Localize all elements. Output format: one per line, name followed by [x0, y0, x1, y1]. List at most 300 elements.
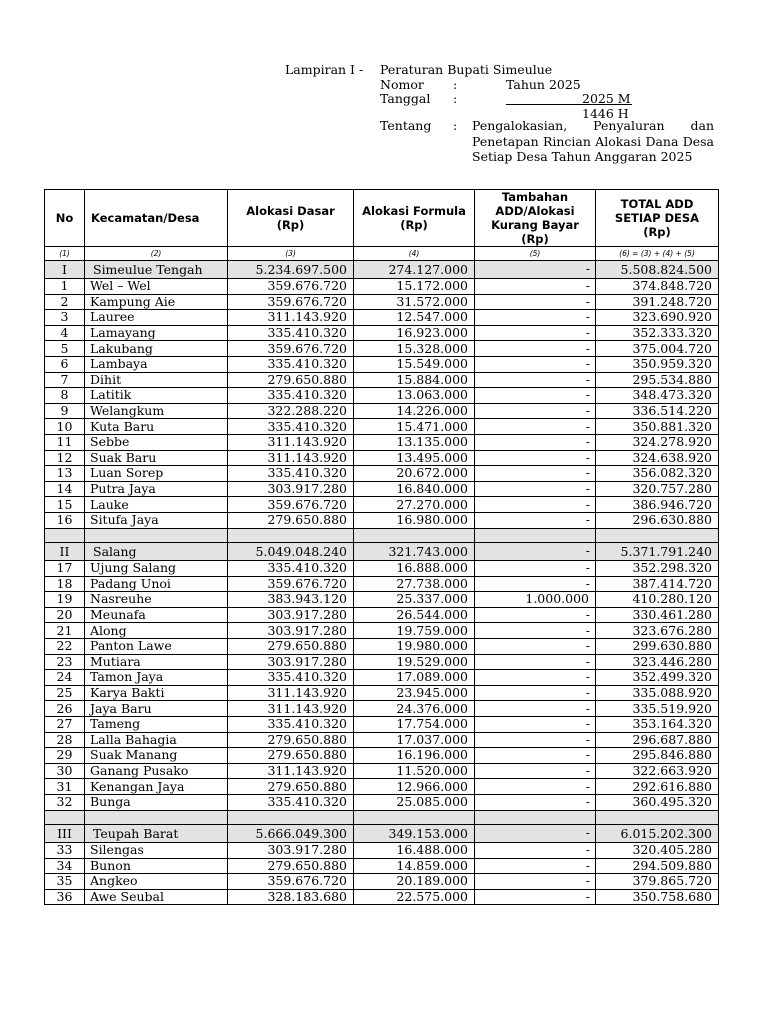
alokasi-dasar-cell: 359.676.720	[228, 294, 354, 310]
index-cell: (3)	[228, 247, 354, 261]
row-name: Jaya Baru	[85, 701, 228, 717]
total-cell: 294.509.880	[596, 858, 719, 874]
alokasi-dasar-cell: 279.650.880	[228, 512, 354, 528]
row-name: Teupah Barat	[85, 825, 228, 843]
row-number: II	[45, 543, 85, 561]
tentang-label: Tentang	[380, 118, 432, 133]
total-cell: 322.663.920	[596, 763, 719, 779]
alokasi-dasar-cell: 359.676.720	[228, 341, 354, 357]
row-number: 33	[45, 843, 85, 859]
index-cell: (1)	[45, 247, 85, 261]
tambahan-cell: -	[475, 889, 596, 905]
alokasi-formula-cell: 17.037.000	[354, 732, 475, 748]
row-number: 28	[45, 732, 85, 748]
alokasi-dasar-cell: 279.650.880	[228, 748, 354, 764]
alokasi-formula-cell: 20.189.000	[354, 874, 475, 890]
row-number: 34	[45, 858, 85, 874]
alokasi-formula-cell: 26.544.000	[354, 607, 475, 623]
tambahan-cell: -	[475, 341, 596, 357]
row-name: Tamon Jaya	[85, 670, 228, 686]
tambahan-cell: -	[475, 794, 596, 810]
tanggal-value: 2025 M	[582, 91, 631, 106]
total-cell: 324.638.920	[596, 450, 719, 466]
desa-row	[45, 388, 719, 404]
tambahan-cell: -	[475, 279, 596, 295]
total-cell: 5.508.824.500	[596, 261, 719, 279]
row-number: 22	[45, 638, 85, 654]
total-cell: 296.687.880	[596, 732, 719, 748]
tambahan-cell: -	[475, 543, 596, 561]
alokasi-formula-cell: 17.089.000	[354, 670, 475, 686]
row-name: Latitik	[85, 388, 228, 404]
desa-row	[45, 794, 719, 810]
alokasi-dasar-cell: 335.410.320	[228, 356, 354, 372]
desa-row	[45, 748, 719, 764]
row-name: Awe Seubal	[85, 889, 228, 905]
total-cell: 391.248.720	[596, 294, 719, 310]
alokasi-formula-cell: 19.980.000	[354, 638, 475, 654]
total-cell: 335.519.920	[596, 701, 719, 717]
spacer-cell	[85, 528, 228, 543]
tambahan-cell: -	[475, 670, 596, 686]
alokasi-formula-cell: 274.127.000	[354, 261, 475, 279]
row-number: 7	[45, 372, 85, 388]
row-name: Tameng	[85, 716, 228, 732]
row-name: Bunga	[85, 794, 228, 810]
alokasi-dasar-cell: 335.410.320	[228, 794, 354, 810]
row-name: Silengas	[85, 843, 228, 859]
row-number: 8	[45, 388, 85, 404]
alokasi-dasar-cell: 303.917.280	[228, 607, 354, 623]
alokasi-dasar-cell: 359.676.720	[228, 497, 354, 513]
spacer-cell	[228, 810, 354, 825]
alokasi-dasar-cell: 322.288.220	[228, 403, 354, 419]
total-cell: 6.015.202.300	[596, 825, 719, 843]
alokasi-dasar-cell: 279.650.880	[228, 372, 354, 388]
row-name: Lalla Bahagia	[85, 732, 228, 748]
tambahan-cell: -	[475, 825, 596, 843]
row-name: Along	[85, 623, 228, 639]
row-name: Ujung Salang	[85, 561, 228, 577]
row-name: Lamayang	[85, 325, 228, 341]
row-number: 18	[45, 576, 85, 592]
alokasi-dasar-cell: 5.234.697.500	[228, 261, 354, 279]
total-cell: 386.946.720	[596, 497, 719, 513]
row-name: Bunon	[85, 858, 228, 874]
alokasi-formula-cell: 15.884.000	[354, 372, 475, 388]
desa-row	[45, 561, 719, 577]
tambahan-cell: -	[475, 261, 596, 279]
row-number: 13	[45, 466, 85, 482]
desa-row	[45, 858, 719, 874]
total-cell: 379.865.720	[596, 874, 719, 890]
desa-row	[45, 843, 719, 859]
desa-row	[45, 356, 719, 372]
tambahan-cell: -	[475, 388, 596, 404]
row-number: 17	[45, 561, 85, 577]
tambahan-cell: -	[475, 623, 596, 639]
alokasi-dasar-cell: 359.676.720	[228, 279, 354, 295]
tambahan-cell: -	[475, 434, 596, 450]
alokasi-formula-cell: 15.549.000	[354, 356, 475, 372]
tambahan-cell: -	[475, 372, 596, 388]
peraturan-title: Peraturan Bupati Simeulue	[380, 62, 553, 77]
alokasi-dasar-cell: 303.917.280	[228, 843, 354, 859]
total-cell: 295.846.880	[596, 748, 719, 764]
kecamatan-row	[45, 825, 719, 843]
tambahan-cell: -	[475, 858, 596, 874]
alokasi-dasar-cell: 279.650.880	[228, 779, 354, 795]
alokasi-formula-cell: 24.376.000	[354, 701, 475, 717]
row-number: 15	[45, 497, 85, 513]
tambahan-cell: -	[475, 607, 596, 623]
row-name: Salang	[85, 543, 228, 561]
desa-row	[45, 325, 719, 341]
alokasi-formula-cell: 321.743.000	[354, 543, 475, 561]
total-cell: 352.499.320	[596, 670, 719, 686]
tambahan-cell: -	[475, 874, 596, 890]
total-cell: 335.088.920	[596, 685, 719, 701]
desa-row	[45, 497, 719, 513]
desa-row	[45, 732, 719, 748]
total-cell: 323.446.280	[596, 654, 719, 670]
alokasi-dasar-cell: 335.410.320	[228, 670, 354, 686]
column-index-row	[45, 247, 719, 261]
desa-row	[45, 512, 719, 528]
row-number: 4	[45, 325, 85, 341]
row-number: 14	[45, 481, 85, 497]
alokasi-formula-cell: 16.923.000	[354, 325, 475, 341]
row-number: 27	[45, 716, 85, 732]
total-cell: 374.848.720	[596, 279, 719, 295]
row-name: Panton Lawe	[85, 638, 228, 654]
row-name: Luan Sorep	[85, 466, 228, 482]
spacer-cell	[85, 810, 228, 825]
row-name: Lambaya	[85, 356, 228, 372]
header-no: No	[45, 190, 85, 247]
table-header-row	[45, 190, 719, 247]
row-number: 3	[45, 310, 85, 326]
alokasi-dasar-cell: 303.917.280	[228, 654, 354, 670]
alokasi-formula-cell: 13.495.000	[354, 450, 475, 466]
tentang-value: Pengalokasian, Penyaluran dan Penetapan Rincian Alokasi Dana Desa Setiap Desa Tahun Anggaran 2025	[472, 118, 714, 164]
total-cell: 410.280.120	[596, 592, 719, 608]
header-tambahan-add: Tambahan ADD/Alokasi Kurang Bayar (Rp)	[475, 190, 596, 247]
row-number: 25	[45, 685, 85, 701]
row-name: Lauree	[85, 310, 228, 326]
row-name: Suak Baru	[85, 450, 228, 466]
total-cell: 360.495.320	[596, 794, 719, 810]
alokasi-formula-cell: 20.672.000	[354, 466, 475, 482]
row-name: Welangkum	[85, 403, 228, 419]
row-name: Angkeo	[85, 874, 228, 890]
alokasi-formula-cell: 12.547.000	[354, 310, 475, 326]
desa-row	[45, 419, 719, 435]
row-number: 35	[45, 874, 85, 890]
total-cell: 375.004.720	[596, 341, 719, 357]
row-name: Putra Jaya	[85, 481, 228, 497]
desa-row	[45, 607, 719, 623]
alokasi-dasar-cell: 383.943.120	[228, 592, 354, 608]
alokasi-formula-cell: 15.471.000	[354, 419, 475, 435]
row-number: 36	[45, 889, 85, 905]
alokasi-formula-cell: 19.529.000	[354, 654, 475, 670]
total-cell: 352.298.320	[596, 561, 719, 577]
table-body	[45, 261, 719, 905]
alokasi-dasar-cell: 335.410.320	[228, 419, 354, 435]
total-cell: 387.414.720	[596, 576, 719, 592]
row-number: 2	[45, 294, 85, 310]
alokasi-dasar-cell: 359.676.720	[228, 874, 354, 890]
spacer-cell	[596, 528, 719, 543]
spacer-cell	[354, 528, 475, 543]
desa-row	[45, 716, 719, 732]
tambahan-cell: -	[475, 654, 596, 670]
alokasi-dasar-cell: 311.143.920	[228, 685, 354, 701]
row-name: Dihit	[85, 372, 228, 388]
spacer-cell	[45, 528, 85, 543]
desa-row	[45, 592, 719, 608]
row-number: 23	[45, 654, 85, 670]
tambahan-cell: -	[475, 310, 596, 326]
desa-row	[45, 481, 719, 497]
row-number: 32	[45, 794, 85, 810]
alokasi-formula-cell: 15.328.000	[354, 341, 475, 357]
total-cell: 323.676.280	[596, 623, 719, 639]
total-cell: 323.690.920	[596, 310, 719, 326]
alokasi-dasar-cell: 279.650.880	[228, 732, 354, 748]
row-number: 24	[45, 670, 85, 686]
lampiran-label: Lampiran I -	[285, 62, 364, 77]
alokasi-formula-cell: 16.488.000	[354, 843, 475, 859]
total-cell: 353.164.320	[596, 716, 719, 732]
row-name: Wel – Wel	[85, 279, 228, 295]
spacer-cell	[475, 810, 596, 825]
total-cell: 350.881.320	[596, 419, 719, 435]
alokasi-dasar-cell: 311.143.920	[228, 763, 354, 779]
tambahan-cell: -	[475, 419, 596, 435]
row-name: Mutiara	[85, 654, 228, 670]
kecamatan-row	[45, 543, 719, 561]
total-cell: 356.082.320	[596, 466, 719, 482]
total-cell: 5.371.791.240	[596, 543, 719, 561]
total-cell: 336.514.220	[596, 403, 719, 419]
alokasi-dasar-cell: 5.049.048.240	[228, 543, 354, 561]
row-name: Situfa Jaya	[85, 512, 228, 528]
alokasi-dasar-cell: 311.143.920	[228, 701, 354, 717]
alokasi-formula-cell: 349.153.000	[354, 825, 475, 843]
tambahan-cell: -	[475, 294, 596, 310]
index-cell: (2)	[85, 247, 228, 261]
alokasi-dasar-cell: 303.917.280	[228, 623, 354, 639]
total-cell: 296.630.880	[596, 512, 719, 528]
desa-row	[45, 763, 719, 779]
alokasi-dasar-cell: 311.143.920	[228, 310, 354, 326]
spacer-cell	[354, 810, 475, 825]
tambahan-cell: -	[475, 716, 596, 732]
total-cell: 348.473.320	[596, 388, 719, 404]
row-number: 21	[45, 623, 85, 639]
row-name: Lakubang	[85, 341, 228, 357]
tambahan-cell: -	[475, 732, 596, 748]
tanggal-underline	[506, 104, 632, 105]
tambahan-cell: -	[475, 685, 596, 701]
alokasi-dasar-cell: 335.410.320	[228, 466, 354, 482]
alokasi-dasar-cell: 279.650.880	[228, 858, 354, 874]
tambahan-cell: -	[475, 481, 596, 497]
total-cell: 350.959.320	[596, 356, 719, 372]
alokasi-formula-cell: 23.945.000	[354, 685, 475, 701]
alokasi-dasar-cell: 303.917.280	[228, 481, 354, 497]
alokasi-dasar-cell: 335.410.320	[228, 325, 354, 341]
tambahan-cell: -	[475, 763, 596, 779]
desa-row	[45, 576, 719, 592]
tambahan-cell: -	[475, 466, 596, 482]
total-cell: 299.630.880	[596, 638, 719, 654]
row-number: 19	[45, 592, 85, 608]
alokasi-formula-cell: 25.085.000	[354, 794, 475, 810]
row-name: Meunafa	[85, 607, 228, 623]
tambahan-cell: -	[475, 512, 596, 528]
alokasi-formula-cell: 12.966.000	[354, 779, 475, 795]
alokasi-dasar-cell: 335.410.320	[228, 716, 354, 732]
row-number: 11	[45, 434, 85, 450]
row-name: Simeulue Tengah	[85, 261, 228, 279]
alokasi-formula-cell: 27.270.000	[354, 497, 475, 513]
header-total-add: TOTAL ADD SETIAP DESA (Rp)	[596, 190, 719, 247]
alokasi-formula-cell: 14.226.000	[354, 403, 475, 419]
row-name: Karya Bakti	[85, 685, 228, 701]
desa-row	[45, 779, 719, 795]
desa-row	[45, 701, 719, 717]
alokasi-formula-cell: 13.135.000	[354, 434, 475, 450]
tambahan-cell: -	[475, 325, 596, 341]
alokasi-formula-cell: 31.572.000	[354, 294, 475, 310]
nomor-colon: :	[453, 77, 458, 92]
row-number: I	[45, 261, 85, 279]
desa-row	[45, 654, 719, 670]
desa-row	[45, 466, 719, 482]
tambahan-cell: -	[475, 403, 596, 419]
tanggal-hijri: 1446 H	[582, 106, 629, 121]
row-number: 12	[45, 450, 85, 466]
row-name: Kampung Aie	[85, 294, 228, 310]
row-number: 29	[45, 748, 85, 764]
desa-row	[45, 279, 719, 295]
alokasi-formula-cell: 14.859.000	[354, 858, 475, 874]
spacer-cell	[45, 810, 85, 825]
row-number: III	[45, 825, 85, 843]
row-name: Lauke	[85, 497, 228, 513]
tambahan-cell: 1.000.000	[475, 592, 596, 608]
tambahan-cell: -	[475, 748, 596, 764]
desa-row	[45, 294, 719, 310]
index-cell: (4)	[354, 247, 475, 261]
desa-row	[45, 638, 719, 654]
row-name: Kuta Baru	[85, 419, 228, 435]
tambahan-cell: -	[475, 701, 596, 717]
desa-row	[45, 889, 719, 905]
tambahan-cell: -	[475, 561, 596, 577]
alokasi-dasar-cell: 328.183.680	[228, 889, 354, 905]
row-number: 30	[45, 763, 85, 779]
desa-row	[45, 403, 719, 419]
total-cell: 292.616.880	[596, 779, 719, 795]
spacer-row	[45, 810, 719, 825]
alokasi-formula-cell: 19.759.000	[354, 623, 475, 639]
alokasi-formula-cell: 16.196.000	[354, 748, 475, 764]
tanggal-label: Tanggal	[380, 91, 431, 106]
spacer-cell	[475, 528, 596, 543]
desa-row	[45, 623, 719, 639]
index-cell: (5)	[475, 247, 596, 261]
row-name: Kenangan Jaya	[85, 779, 228, 795]
alokasi-formula-cell: 11.520.000	[354, 763, 475, 779]
total-cell: 352.333.320	[596, 325, 719, 341]
desa-row	[45, 874, 719, 890]
desa-row	[45, 434, 719, 450]
nomor-value: Tahun 2025	[506, 77, 581, 92]
row-name: Nasreuhe	[85, 592, 228, 608]
alokasi-formula-cell: 15.172.000	[354, 279, 475, 295]
row-number: 10	[45, 419, 85, 435]
row-number: 20	[45, 607, 85, 623]
alokasi-formula-cell: 16.980.000	[354, 512, 475, 528]
alokasi-dasar-cell: 311.143.920	[228, 450, 354, 466]
total-cell: 330.461.280	[596, 607, 719, 623]
spacer-row	[45, 528, 719, 543]
tambahan-cell: -	[475, 356, 596, 372]
tambahan-cell: -	[475, 576, 596, 592]
row-number: 16	[45, 512, 85, 528]
total-cell: 324.278.920	[596, 434, 719, 450]
spacer-cell	[596, 810, 719, 825]
row-number: 31	[45, 779, 85, 795]
alokasi-dasar-cell: 279.650.880	[228, 638, 354, 654]
row-name: Sebbe	[85, 434, 228, 450]
alokasi-dasar-cell: 335.410.320	[228, 561, 354, 577]
alokasi-dasar-cell: 311.143.920	[228, 434, 354, 450]
tambahan-cell: -	[475, 843, 596, 859]
spacer-cell	[228, 528, 354, 543]
row-name: Ganang Pusako	[85, 763, 228, 779]
row-number: 1	[45, 279, 85, 295]
alokasi-dasar-cell: 359.676.720	[228, 576, 354, 592]
total-cell: 350.758.680	[596, 889, 719, 905]
desa-row	[45, 685, 719, 701]
row-number: 6	[45, 356, 85, 372]
desa-row	[45, 341, 719, 357]
tambahan-cell: -	[475, 779, 596, 795]
alokasi-formula-cell: 25.337.000	[354, 592, 475, 608]
tambahan-cell: -	[475, 638, 596, 654]
desa-row	[45, 310, 719, 326]
desa-row	[45, 450, 719, 466]
header-alokasi-dasar: Alokasi Dasar (Rp)	[228, 190, 354, 247]
row-number: 5	[45, 341, 85, 357]
total-cell: 295.534.880	[596, 372, 719, 388]
index-cell: (6) = (3) + (4) + (5)	[596, 247, 719, 261]
header-kecamatan-desa: Kecamatan/Desa	[85, 190, 228, 247]
header-alokasi-formula: Alokasi Formula (Rp)	[354, 190, 475, 247]
desa-row	[45, 670, 719, 686]
tanggal-colon: :	[453, 91, 458, 106]
alokasi-formula-cell: 17.754.000	[354, 716, 475, 732]
alokasi-dasar-cell: 5.666.049.300	[228, 825, 354, 843]
row-name: Padang Unoi	[85, 576, 228, 592]
alokasi-formula-cell: 22.575.000	[354, 889, 475, 905]
alokasi-formula-cell: 27.738.000	[354, 576, 475, 592]
